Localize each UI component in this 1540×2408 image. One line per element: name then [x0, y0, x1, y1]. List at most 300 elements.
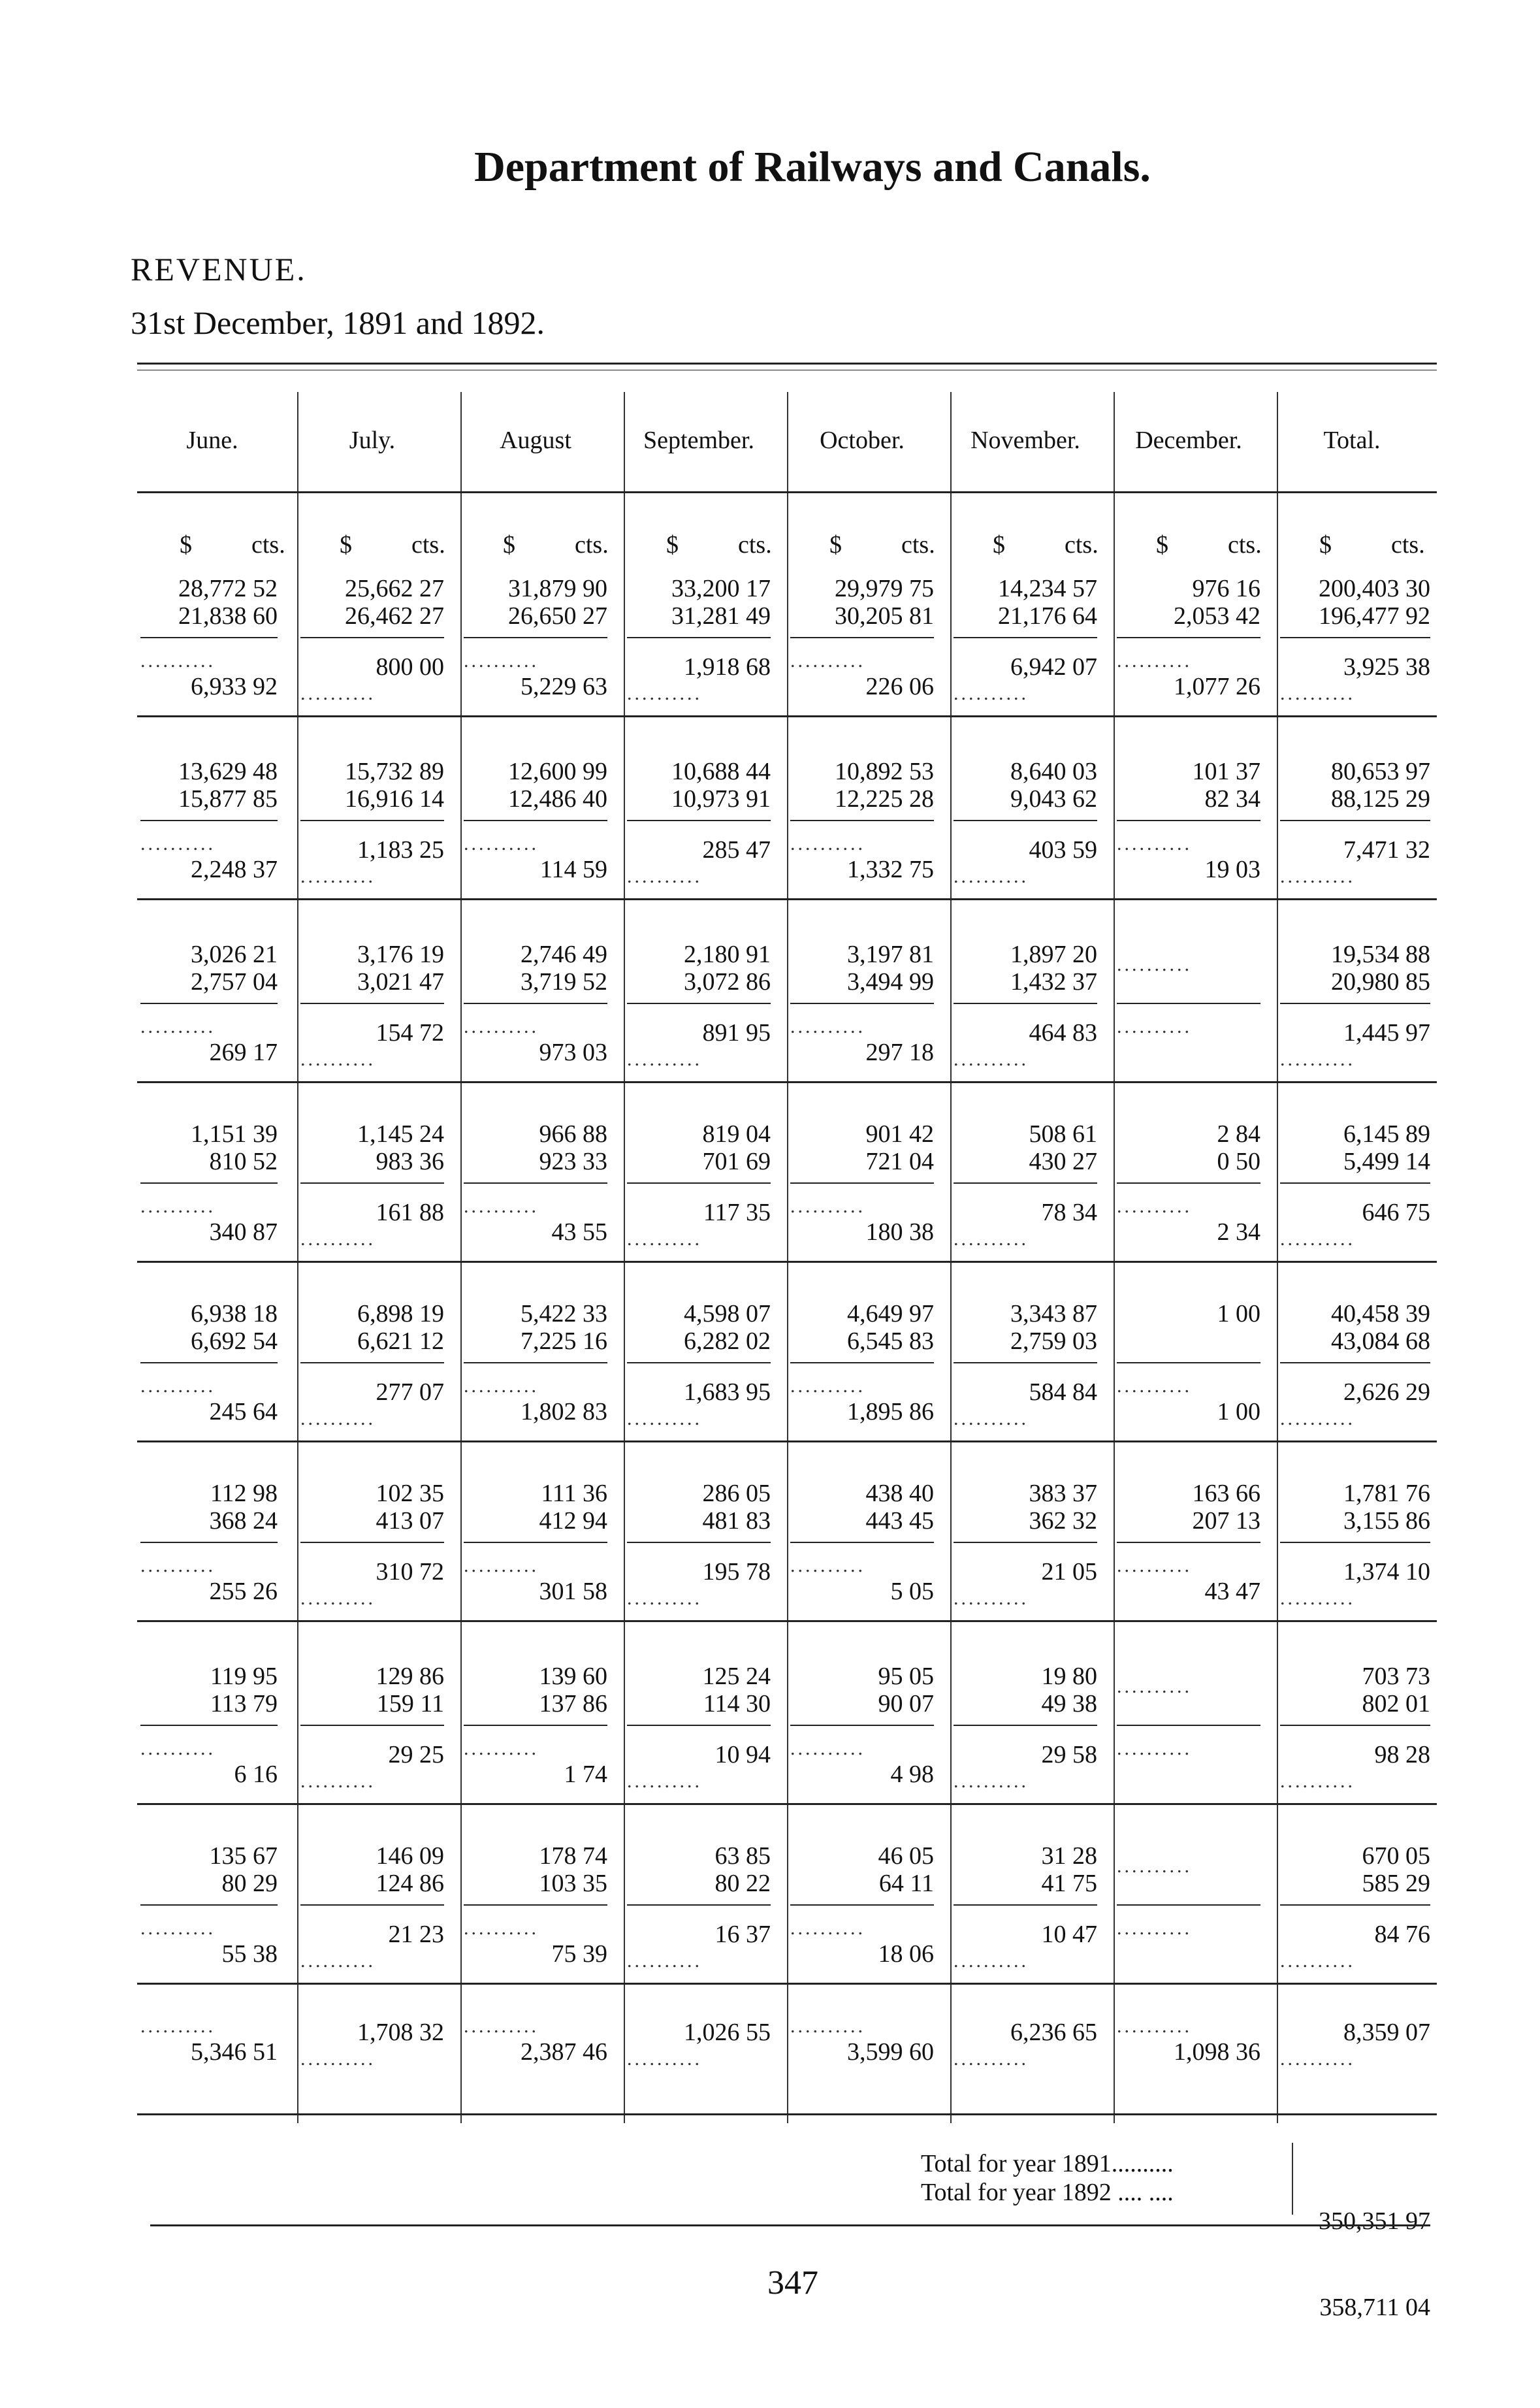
table-cell: 286 05 481 83: [702, 1480, 771, 1535]
difference-cell: 285 47: [702, 836, 771, 864]
sum-rule: [627, 1542, 771, 1543]
sum-rule: [300, 1362, 444, 1363]
difference-cell: 3,925 38: [1343, 653, 1430, 681]
block-rule: [137, 898, 1437, 900]
leader-dots: ..........: [790, 2015, 865, 2037]
dollar-unit: $: [503, 531, 515, 559]
difference-cell: 1,895 86: [847, 1398, 934, 1425]
table-cell: 819 04 701 69: [702, 1120, 771, 1175]
leader-dots: ..........: [140, 2015, 216, 2037]
table-cell: 200,403 30 196,477 92: [1319, 575, 1430, 630]
difference-cell: 1,708 32: [357, 2019, 444, 2046]
leader-dots: ..........: [627, 1770, 702, 1792]
sum-rule: [464, 1904, 607, 1906]
difference-cell: 29 25: [388, 1741, 444, 1768]
leader-dots: ..........: [1280, 1049, 1355, 1070]
table-cell: 46 05 64 11: [878, 1842, 934, 1897]
difference-cell: 84 76: [1374, 1921, 1430, 1948]
leader-dots: ..........: [464, 833, 539, 854]
column-header: August: [500, 427, 571, 454]
sum-rule: [140, 1362, 278, 1363]
difference-cell: 5,229 63: [521, 673, 607, 700]
sum-rule: [1117, 637, 1260, 638]
sum-rule: [300, 820, 444, 821]
sum-rule: [1280, 1362, 1430, 1363]
leader-dots: ..........: [1117, 1917, 1192, 1939]
leader-dots: ..........: [790, 1016, 865, 1037]
leader-dots: ..........: [790, 1375, 865, 1397]
sum-rule: [790, 1904, 934, 1906]
leader-dots: ..........: [1117, 1555, 1192, 1576]
table-cell: 1,151 39 810 52: [191, 1120, 278, 1175]
difference-cell: 1,918 68: [684, 653, 771, 681]
difference-cell: 16 37: [714, 1921, 771, 1948]
table-cell: 63 85 80 22: [714, 1842, 771, 1897]
sum-rule: [300, 1182, 444, 1184]
column-header: July.: [349, 427, 396, 454]
year-totals-labels: [921, 2149, 1174, 2207]
table-cell: 31 28 41 75: [1041, 1842, 1097, 1897]
difference-cell: 1,374 10: [1343, 1558, 1430, 1586]
difference-cell: 55 38: [221, 1940, 278, 1968]
column-divider: [297, 392, 298, 2123]
sum-rule: [1280, 820, 1430, 821]
sum-rule: [790, 637, 934, 638]
sum-rule: [140, 637, 278, 638]
sum-rule: [1117, 1003, 1260, 1004]
difference-cell: 800 00: [376, 653, 444, 681]
leader-dots: ..........: [300, 1049, 376, 1070]
leader-dots: ..........: [627, 866, 702, 887]
difference-cell: 2,248 37: [191, 856, 278, 883]
leader-dots: ..........: [140, 650, 216, 672]
dollar-unit: $: [340, 531, 352, 559]
table-cell: 178 74 103 35: [539, 1842, 607, 1897]
leader-dots: ..........: [1117, 954, 1192, 975]
table-cell: 6,145 89 5,499 14: [1343, 1120, 1430, 1175]
table-cell: 29,979 75 30,205 81: [835, 575, 934, 630]
difference-cell: 1,332 75: [847, 856, 934, 883]
leader-dots: ..........: [140, 1738, 216, 1759]
leader-dots: ..........: [140, 1917, 216, 1939]
sum-rule: [1117, 1904, 1260, 1906]
sum-rule: [790, 820, 934, 821]
difference-cell: 973 03: [539, 1039, 607, 1066]
leader-dots: ..........: [1280, 1950, 1355, 1972]
column-divider: [950, 392, 952, 2123]
section-heading: REVENUE.: [131, 251, 307, 287]
column-header: Total.: [1323, 427, 1381, 454]
table-cell: 3,343 87 2,759 03: [1010, 1300, 1097, 1355]
column-header: September.: [643, 427, 754, 454]
leader-dots: ..........: [464, 1375, 539, 1397]
block-rule: [137, 1803, 1437, 1805]
sum-rule: [140, 1542, 278, 1543]
leader-dots: ..........: [627, 1587, 702, 1609]
sum-rule: [1280, 1542, 1430, 1543]
cents-unit: cts.: [411, 531, 445, 559]
sum-rule: [627, 1003, 771, 1004]
block-rule: [137, 715, 1437, 717]
difference-cell: 6,942 07: [1010, 653, 1097, 681]
difference-cell: 161 88: [376, 1199, 444, 1226]
total-1892-value: 358,711 04: [1319, 2294, 1430, 2321]
cents-unit: cts.: [738, 531, 772, 559]
difference-cell: 464 83: [1029, 1019, 1097, 1047]
sum-rule: [464, 1725, 607, 1726]
leader-dots: ..........: [1117, 1738, 1192, 1759]
table-cell: 6,938 18 6,692 54: [191, 1300, 278, 1355]
sum-rule: [627, 1362, 771, 1363]
table-cell: 19,534 88 20,980 85: [1331, 941, 1430, 996]
difference-cell: 1,802 83: [521, 1398, 607, 1425]
table-cell: 146 09 124 86: [376, 1842, 444, 1897]
table-cell: 13,629 48 15,877 85: [178, 758, 278, 813]
column-header: December.: [1135, 427, 1242, 454]
column-divider: [787, 392, 788, 2123]
sum-rule: [954, 1182, 1097, 1184]
sum-rule: [140, 1003, 278, 1004]
sum-rule: [954, 1542, 1097, 1543]
column-divider: [460, 392, 462, 2123]
difference-cell: 10 94: [714, 1741, 771, 1768]
table-cell: 901 42 721 04: [865, 1120, 934, 1175]
sum-rule: [464, 637, 607, 638]
table-cell: 101 37 82 34: [1192, 758, 1260, 813]
sum-rule: [1117, 1362, 1260, 1363]
difference-cell: 1,098 36: [1174, 2038, 1260, 2066]
leader-dots: ..........: [1280, 1408, 1355, 1429]
difference-cell: 1,683 95: [684, 1378, 771, 1406]
leader-dots: ..........: [464, 650, 539, 672]
table-cell: 102 35 413 07: [376, 1480, 444, 1535]
sum-rule: [140, 1182, 278, 1184]
column-divider: [624, 392, 625, 2123]
leader-dots: ..........: [1280, 1228, 1355, 1250]
block-rule: [137, 1261, 1437, 1263]
block-rule: [137, 1983, 1437, 1985]
column-header: October.: [820, 427, 905, 454]
sum-rule: [464, 1003, 607, 1004]
sum-rule: [954, 1904, 1097, 1906]
sum-rule: [1117, 820, 1260, 821]
difference-cell: 245 64: [209, 1398, 278, 1425]
difference-cell: 98 28: [1374, 1741, 1430, 1768]
sum-rule: [300, 1003, 444, 1004]
table-cell: 2,746 49 3,719 52: [521, 941, 607, 996]
leader-dots: ..........: [627, 1408, 702, 1429]
leader-dots: ..........: [300, 1950, 376, 1972]
difference-cell: 4 98: [890, 1761, 934, 1788]
block-rule: [137, 1620, 1437, 1622]
leader-dots: ..........: [464, 2015, 539, 2037]
column-divider: [1114, 392, 1115, 2123]
leader-dots: ..........: [790, 650, 865, 672]
leader-dots: ..........: [1280, 866, 1355, 887]
table-cell: 438 40 443 45: [865, 1480, 934, 1535]
leader-dots: ..........: [140, 833, 216, 854]
sum-rule: [954, 1725, 1097, 1726]
sum-rule: [790, 1542, 934, 1543]
difference-cell: 8,359 07: [1343, 2019, 1430, 2046]
table-cell: 4,649 97 6,545 83: [847, 1300, 934, 1355]
table-cell: 976 16 2,053 42: [1174, 575, 1260, 630]
difference-cell: 226 06: [865, 673, 934, 700]
cents-unit: cts.: [1391, 531, 1425, 559]
leader-dots: ..........: [954, 866, 1029, 887]
sum-rule: [627, 820, 771, 821]
table-cell: 6,898 19 6,621 12: [357, 1300, 444, 1355]
dollar-unit: $: [829, 531, 842, 559]
leader-dots: ..........: [140, 1375, 216, 1397]
table-cell: 129 86 159 11: [376, 1663, 444, 1717]
leader-dots: ..........: [627, 1950, 702, 1972]
block-rule: [137, 1081, 1437, 1083]
total-1891-label: Total for year 1891..........: [921, 2150, 1174, 2177]
leader-dots: ..........: [627, 2048, 702, 2070]
leader-dots: ..........: [464, 1016, 539, 1037]
difference-cell: 180 38: [865, 1218, 934, 1246]
leader-dots: ..........: [1280, 1770, 1355, 1792]
difference-cell: 269 17: [209, 1039, 278, 1066]
difference-cell: 255 26: [209, 1578, 278, 1605]
difference-cell: 301 58: [539, 1578, 607, 1605]
leader-dots: ..........: [1280, 2048, 1355, 2070]
difference-cell: 5 05: [890, 1578, 934, 1605]
table-cell: 163 66 207 13: [1192, 1480, 1260, 1535]
leader-dots: ..........: [300, 2048, 376, 2070]
table-cell: 1 00: [1217, 1300, 1260, 1327]
difference-cell: 21 05: [1041, 1558, 1097, 1586]
table-cell: 2,180 91 3,072 86: [684, 941, 771, 996]
leader-dots: ..........: [954, 1950, 1029, 1972]
table-cell: 3,197 81 3,494 99: [847, 941, 934, 996]
column-header: November.: [971, 427, 1080, 454]
dollar-unit: $: [666, 531, 679, 559]
dollar-unit: $: [180, 531, 192, 559]
leader-dots: ..........: [1117, 1676, 1192, 1697]
difference-cell: 18 06: [878, 1940, 934, 1968]
table-cell: 2 84 0 50: [1217, 1120, 1260, 1175]
leader-dots: ..........: [300, 1408, 376, 1429]
sum-rule: [627, 637, 771, 638]
sum-rule: [464, 820, 607, 821]
difference-cell: 117 35: [703, 1199, 771, 1226]
leader-dots: ..........: [464, 1738, 539, 1759]
difference-cell: 1 74: [564, 1761, 607, 1788]
dollar-unit: $: [1319, 531, 1332, 559]
difference-cell: 1 00: [1217, 1398, 1260, 1425]
sum-rule: [1117, 1182, 1260, 1184]
sum-rule: [627, 1182, 771, 1184]
table-top-rule: [137, 363, 1437, 365]
sum-rule: [627, 1725, 771, 1726]
table-cell: 1,897 20 1,432 37: [1010, 941, 1097, 996]
cents-unit: cts.: [901, 531, 935, 559]
year-totals-values: [1300, 2149, 1430, 2351]
leader-dots: ..........: [954, 1228, 1029, 1250]
leader-dots: ..........: [1280, 683, 1355, 704]
table-cell: 1,145 24 983 36: [357, 1120, 444, 1175]
table-cell: 5,422 33 7,225 16: [521, 1300, 607, 1355]
difference-cell: 78 34: [1041, 1199, 1097, 1226]
sum-rule: [1280, 1182, 1430, 1184]
table-cell: 383 37 362 32: [1029, 1480, 1097, 1535]
cents-unit: cts.: [251, 531, 285, 559]
table-cell: 1,781 76 3,155 86: [1343, 1480, 1430, 1535]
table-cell: 15,732 89 16,916 14: [345, 758, 444, 813]
leader-dots: ..........: [1117, 1016, 1192, 1037]
difference-cell: 6 16: [234, 1761, 278, 1788]
difference-cell: 1,026 55: [684, 2019, 771, 2046]
sum-rule: [140, 820, 278, 821]
leader-dots: ..........: [464, 1196, 539, 1217]
table-cell: 28,772 52 21,838 60: [178, 575, 278, 630]
table-cell: 703 73 802 01: [1362, 1663, 1430, 1717]
difference-cell: 19 03: [1204, 856, 1260, 883]
sum-rule: [1280, 1725, 1430, 1726]
sum-rule: [464, 1362, 607, 1363]
table-cell: 10,892 53 12,225 28: [835, 758, 934, 813]
leader-dots: ..........: [954, 683, 1029, 704]
difference-cell: 43 47: [1204, 1578, 1260, 1605]
leader-dots: ..........: [790, 833, 865, 854]
total-1891-value: 350,351 97: [1319, 2207, 1430, 2235]
leader-dots: ..........: [1117, 833, 1192, 854]
difference-cell: 43 55: [551, 1218, 607, 1246]
leader-dots: ..........: [300, 1228, 376, 1250]
sum-rule: [954, 1003, 1097, 1004]
totals-divider: [1292, 2143, 1293, 2215]
table-cell: 4,598 07 6,282 02: [684, 1300, 771, 1355]
table-cell: 19 80 49 38: [1041, 1663, 1097, 1717]
leader-dots: ..........: [627, 1049, 702, 1070]
dollar-unit: $: [993, 531, 1005, 559]
difference-cell: 5,346 51: [191, 2038, 278, 2066]
leader-dots: ..........: [300, 1770, 376, 1792]
table-cell: 25,662 27 26,462 27: [345, 575, 444, 630]
table-cell: 139 60 137 86: [539, 1663, 607, 1717]
leader-dots: ..........: [954, 2048, 1029, 2070]
table-cell: 508 61 430 27: [1029, 1120, 1097, 1175]
difference-cell: 6,933 92: [191, 673, 278, 700]
table-cell: 14,234 57 21,176 64: [998, 575, 1097, 630]
leader-dots: ..........: [300, 866, 376, 887]
difference-cell: 1,077 26: [1174, 673, 1260, 700]
table-cell: 31,879 90 26,650 27: [508, 575, 607, 630]
leader-dots: ..........: [140, 1016, 216, 1037]
table-bottom-rule: [137, 2113, 1437, 2115]
difference-cell: 3,599 60: [847, 2038, 934, 2066]
leader-dots: ..........: [140, 1555, 216, 1576]
difference-cell: 6,236 65: [1010, 2019, 1097, 2046]
sum-rule: [1280, 1904, 1430, 1906]
table-cell: 3,176 19 3,021 47: [357, 941, 444, 996]
difference-cell: 277 07: [376, 1378, 444, 1406]
bottom-rule: [150, 2224, 1430, 2226]
table-cell: 8,640 03 9,043 62: [1010, 758, 1097, 813]
sum-rule: [627, 1904, 771, 1906]
leader-dots: ..........: [627, 683, 702, 704]
difference-cell: 297 18: [865, 1039, 934, 1066]
table-cell: 95 05 90 07: [878, 1663, 934, 1717]
cents-unit: cts.: [575, 531, 609, 559]
difference-cell: 2,387 46: [521, 2038, 607, 2066]
leader-dots: ..........: [300, 683, 376, 704]
leader-dots: ..........: [1117, 1855, 1192, 1877]
sum-rule: [464, 1182, 607, 1184]
leader-dots: ..........: [464, 1555, 539, 1576]
difference-cell: 646 75: [1362, 1199, 1430, 1226]
sum-rule: [300, 1542, 444, 1543]
sum-rule: [300, 1725, 444, 1726]
leader-dots: ..........: [464, 1917, 539, 1939]
cents-unit: cts.: [1065, 531, 1099, 559]
sum-rule: [790, 1182, 934, 1184]
column-divider: [1277, 392, 1278, 2123]
table-cell: 10,688 44 10,973 91: [671, 758, 771, 813]
leader-dots: ..........: [1117, 1196, 1192, 1217]
sum-rule: [954, 820, 1097, 821]
table-cell: 3,026 21 2,757 04: [191, 941, 278, 996]
difference-cell: 2,626 29: [1343, 1378, 1430, 1406]
sum-rule: [140, 1904, 278, 1906]
sum-rule: [790, 1003, 934, 1004]
table-cell: 119 95 113 79: [210, 1663, 278, 1717]
page-title: Department of Railways and Canals.: [474, 143, 1151, 191]
sum-rule: [790, 1362, 934, 1363]
table-cell: 33,200 17 31,281 49: [671, 575, 771, 630]
leader-dots: ..........: [790, 1738, 865, 1759]
leader-dots: ..........: [140, 1196, 216, 1217]
leader-dots: ..........: [1280, 1587, 1355, 1609]
date-heading: 31st December, 1891 and 1892.: [131, 304, 545, 341]
difference-cell: 403 59: [1029, 836, 1097, 864]
difference-cell: 2 34: [1217, 1218, 1260, 1246]
difference-cell: 29 58: [1041, 1741, 1097, 1768]
sum-rule: [1280, 1003, 1430, 1004]
leader-dots: ..........: [790, 1555, 865, 1576]
header-rule: [137, 491, 1437, 493]
table-cell: 12,600 99 12,486 40: [508, 758, 607, 813]
leader-dots: ..........: [954, 1408, 1029, 1429]
leader-dots: ..........: [300, 1587, 376, 1609]
leader-dots: ..........: [1117, 2015, 1192, 2037]
table-cell: 125 24 114 30: [702, 1663, 771, 1717]
table-cell: 112 98 368 24: [209, 1480, 278, 1535]
sum-rule: [1117, 1542, 1260, 1543]
difference-cell: 21 23: [388, 1921, 444, 1948]
leader-dots: ..........: [790, 1196, 865, 1217]
block-rule: [137, 1440, 1437, 1442]
difference-cell: 114 59: [539, 856, 607, 883]
sum-rule: [1280, 637, 1430, 638]
table-cell: 111 36 412 94: [539, 1480, 607, 1535]
leader-dots: ..........: [954, 1049, 1029, 1070]
sum-rule: [954, 637, 1097, 638]
leader-dots: ..........: [790, 1917, 865, 1939]
sum-rule: [1117, 1725, 1260, 1726]
dollar-unit: $: [1156, 531, 1168, 559]
difference-cell: 584 84: [1029, 1378, 1097, 1406]
sum-rule: [140, 1725, 278, 1726]
sum-rule: [790, 1725, 934, 1726]
difference-cell: 1,183 25: [357, 836, 444, 864]
sum-rule: [300, 1904, 444, 1906]
leader-dots: ..........: [1117, 650, 1192, 672]
difference-cell: 10 47: [1041, 1921, 1097, 1948]
total-1892-label: Total for year 1892 .... ....: [921, 2179, 1174, 2206]
